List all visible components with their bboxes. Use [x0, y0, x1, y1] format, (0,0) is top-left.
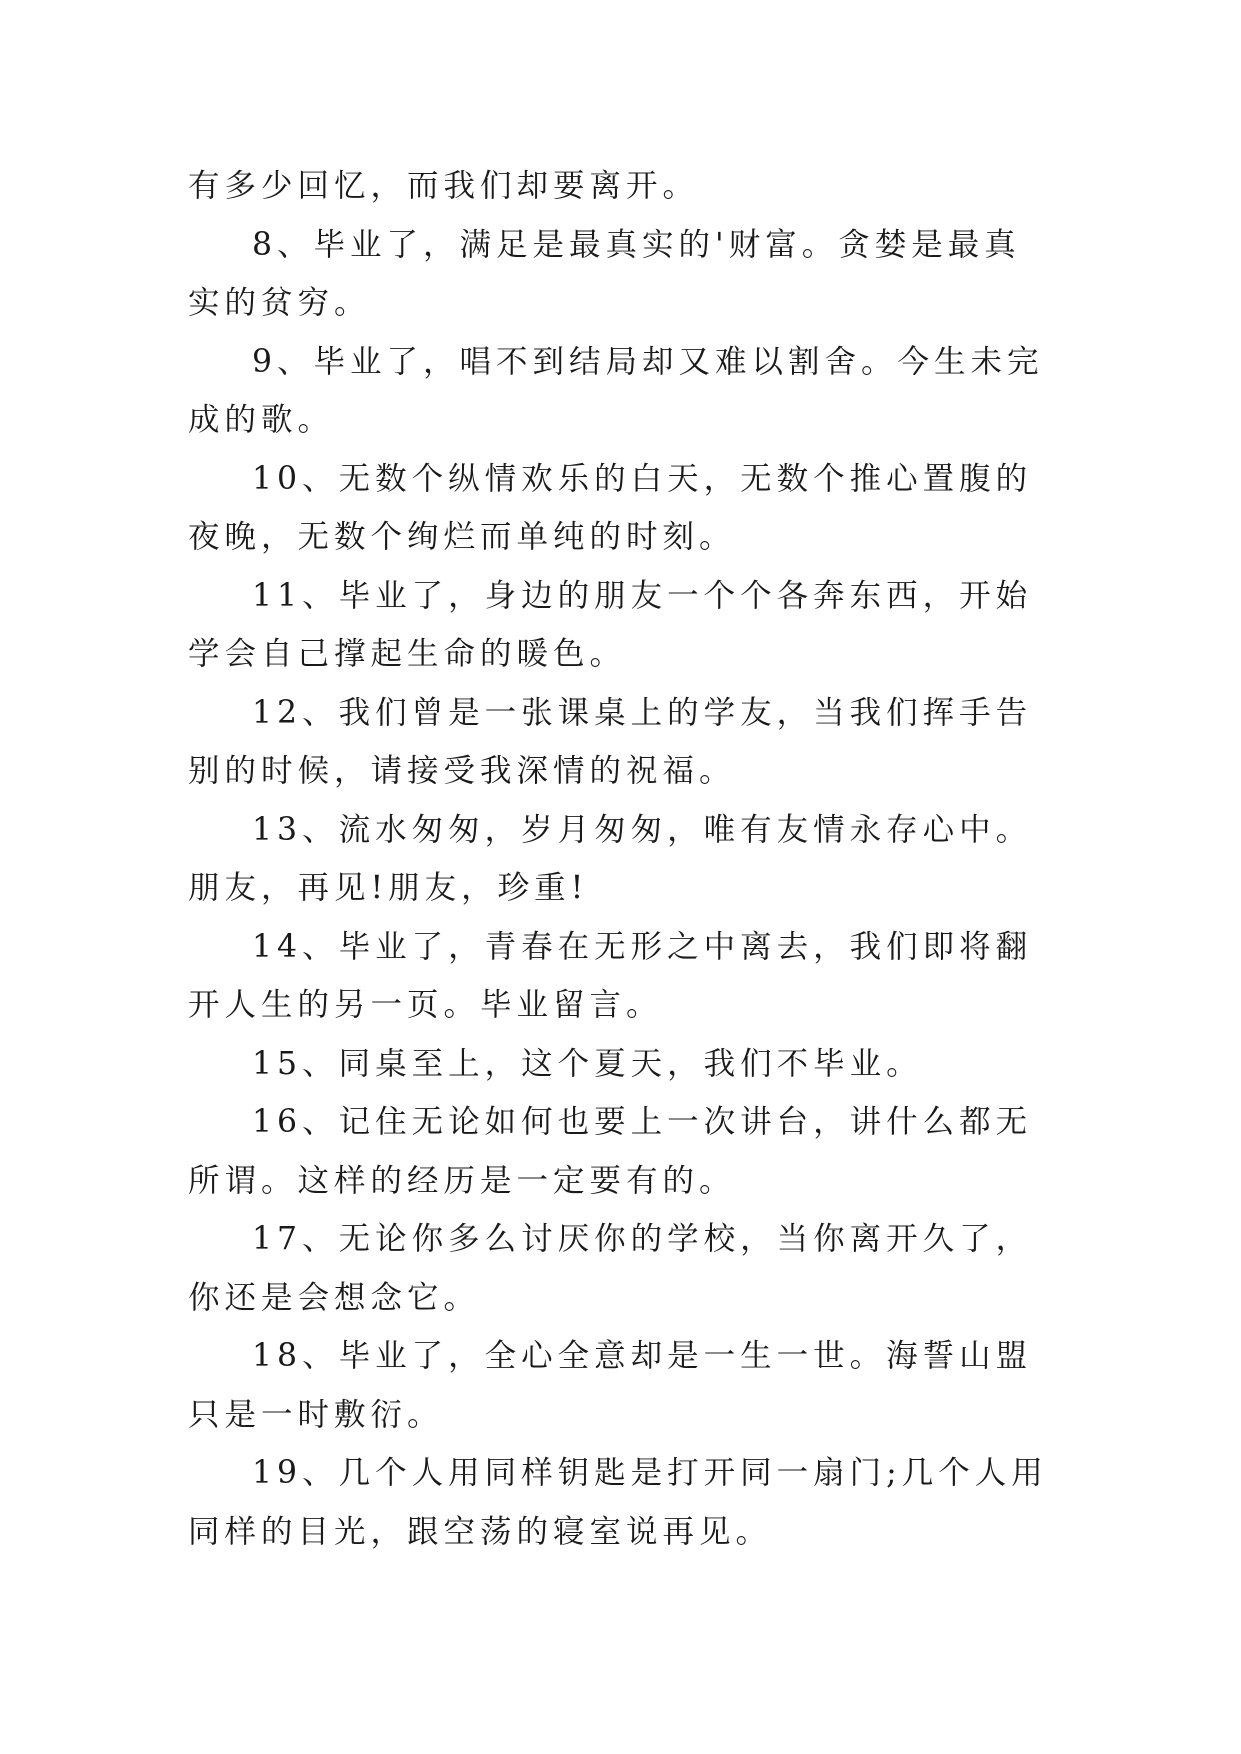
paragraph-item-17: 17、无论你多么讨厌你的学校，当你离开久了，你还是会想念它。: [188, 1221, 1033, 1316]
paragraph-item-18: 18、毕业了，全心全意却是一生一世。海誓山盟只是一时敷衍。: [188, 1338, 1033, 1433]
paragraph-item-8: 8、毕业了，满足是最真实的'财富。贪婪是最真实的贫穷。: [188, 226, 1021, 321]
paragraph-item-11: 11、毕业了，身边的朋友一个个各奔东西，开始学会自己撑起生命的暖色。: [188, 577, 1033, 672]
document-body: [188, 157, 1048, 1561]
paragraph-item-14: 14、毕业了，青春在无形之中离去，我们即将翻开人生的另一页。毕业留言。: [188, 928, 1033, 1023]
paragraph-item-16: 16、记住无论如何也要上一次讲台，讲什么都无所谓。这样的经历是一定要有的。: [188, 1104, 1033, 1199]
paragraph-item-19: 19、几个人用同样钥匙是打开同一扇门;几个人用同样的目光，跟空荡的寝室说再见。: [188, 1455, 1048, 1550]
paragraph-item-13: 13、流水匆匆，岁月匆匆，唯有友情永存心中。朋友，再见!朋友，珍重!: [188, 811, 1033, 906]
paragraph-continuation: 有多少回忆，而我们却要离开。: [188, 168, 700, 204]
paragraph-item-15: 15、同桌至上，这个夏天，我们不毕业。: [252, 1045, 923, 1082]
paragraph-item-10: 10、无数个纵情欢乐的白天，无数个推心置腹的夜晚，无数个绚烂而单纯的时刻。: [188, 460, 1033, 555]
paragraph-item-12: 12、我们曾是一张课桌上的学友，当我们挥手告别的时候，请接受我深情的祝福。: [188, 694, 1033, 789]
paragraph-item-9: 9、毕业了，唱不到结局却又难以割舍。今生未完成的歌。: [188, 343, 1044, 438]
